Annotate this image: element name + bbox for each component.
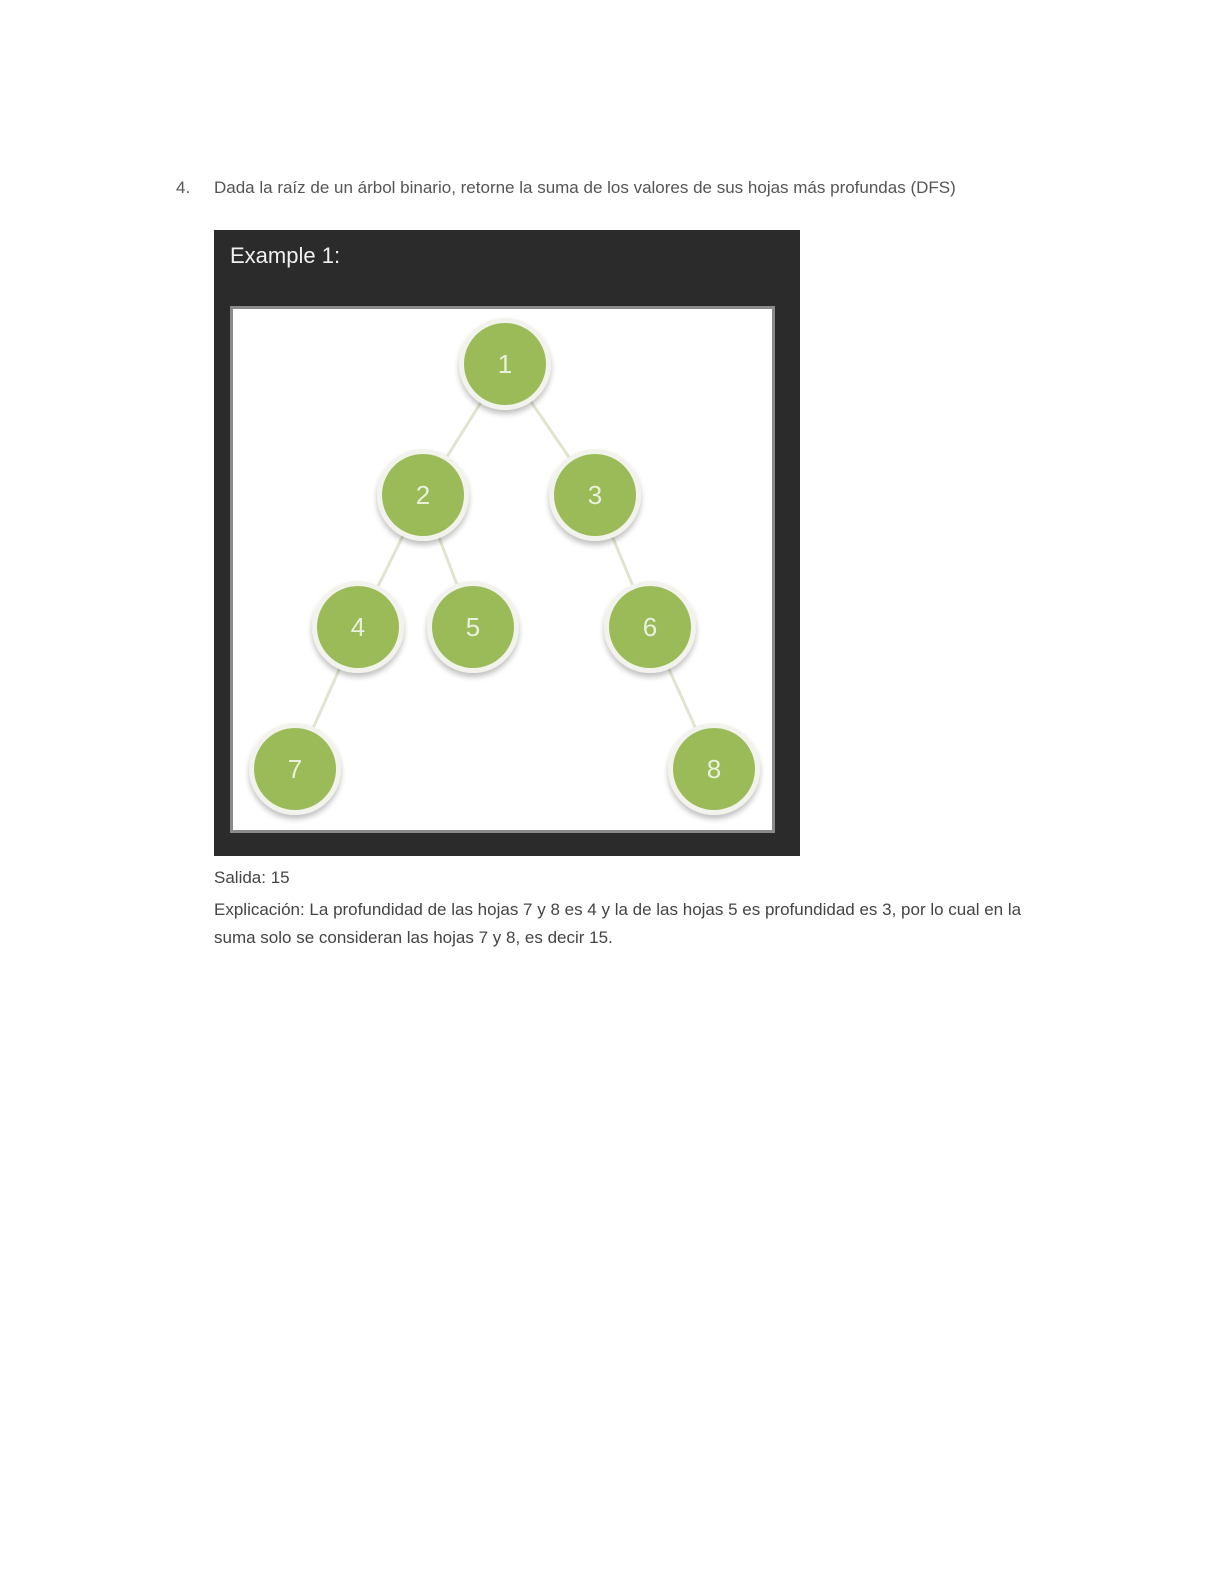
tree-node-4 [312,581,404,673]
tree-edges [295,364,714,769]
tree-node-label: 5 [465,612,481,642]
explanation-text: Explicación: La profundidad de las hojas 7 y 8 es 4 y la de las hojas 5 es profundidad es 3, por lo cual en la suma solo se consideran las hojas 7 y 8, es decir 15. [214,900,1022,947]
tree-node-8 [668,723,760,815]
tree-nodes [249,318,760,815]
output-line: Salida: 15 [214,868,290,887]
binary-tree-diagram [233,309,772,830]
tree-node-label: 3 [587,480,603,510]
problem-statement: Dada la raíz de un árbol binario, retorne la suma de los valores de sus hojas más profundas (DFS) [214,178,956,197]
tree-node-3 [549,449,641,541]
tree-node-label: 4 [350,612,366,642]
tree-node-label: 1 [497,349,513,379]
tree-node-label: 6 [642,612,658,642]
tree-node-label: 8 [706,754,722,784]
tree-node-5 [427,581,519,673]
list-number: 4. [176,178,191,197]
tree-node-2 [377,449,469,541]
tree-node-1 [459,318,551,410]
figure-title: Example 1: [230,243,341,268]
example-figure [214,230,800,856]
tree-node-label: 2 [415,480,431,510]
tree-node-6 [604,581,696,673]
tree-panel [230,306,775,833]
tree-node-label: 7 [287,754,303,784]
tree-node-7 [249,723,341,815]
